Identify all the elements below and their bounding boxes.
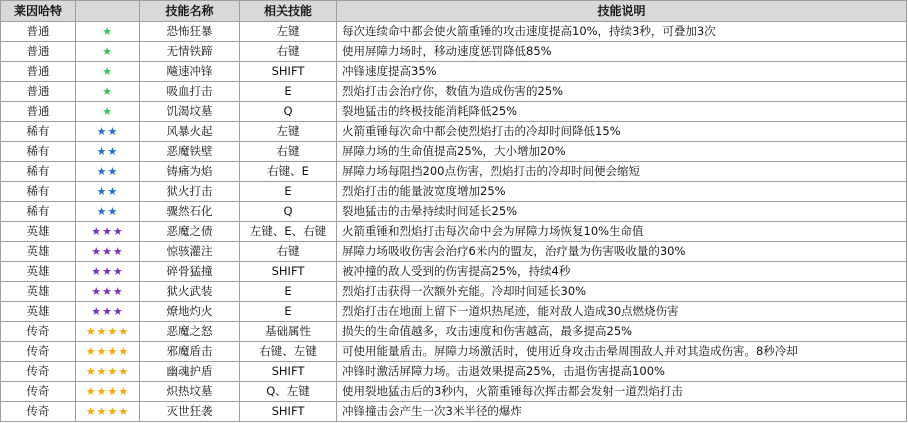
- star-rating: [76, 22, 140, 42]
- rarity-cell: 传奇: [1, 402, 76, 422]
- star-icon: ★: [102, 65, 113, 78]
- skill-description-cell: 火箭重锤每次命中都会使烈焰打击的冷却时间降低15%: [337, 122, 907, 142]
- skill-description-cell: 被冲撞的敌人受到的伤害提高25%，持续4秒: [337, 262, 907, 282]
- skill-name-cell: 恶魔之怒: [140, 322, 240, 342]
- related-skill-cell: SHIFT: [240, 362, 337, 382]
- skill-name-cell: 幽魂护盾: [140, 362, 240, 382]
- star-icon: ★★: [96, 165, 119, 178]
- star-icon: ★★★: [91, 305, 124, 318]
- skill-description-cell: 裂地猛击的终极技能消耗降低25%: [337, 102, 907, 122]
- skill-name-cell: 风暴火起: [140, 122, 240, 142]
- table-row: [1, 42, 907, 62]
- star-icon: ★★: [96, 145, 119, 158]
- rarity-cell: 传奇: [1, 362, 76, 382]
- star-icon: ★★: [96, 185, 119, 198]
- rarity-cell: 普通: [1, 82, 76, 102]
- star-rating: [76, 182, 140, 202]
- skill-description-cell: 冲锋时激活屏障力场。击退效果提高25%，击退伤害提高100%: [337, 362, 907, 382]
- star-icon: ★★★: [91, 285, 124, 298]
- star-icon: ★: [102, 105, 113, 118]
- table-row: [1, 202, 907, 222]
- rarity-cell: 英雄: [1, 262, 76, 282]
- skill-name-cell: 吸血打击: [140, 82, 240, 102]
- table-row: [1, 362, 907, 382]
- skill-name-cell: 狱火打击: [140, 182, 240, 202]
- related-skill-cell: E: [240, 182, 337, 202]
- related-skill-cell: 左键: [240, 22, 337, 42]
- skill-name-cell: 惊骇灌注: [140, 242, 240, 262]
- skill-description-cell: 火箭重锤和烈焰打击每次命中会为屏障力场恢复10%生命值: [337, 222, 907, 242]
- skill-description-cell: 可使用能量盾击。屏障力场激活时，使用近身攻击击晕周围敌人并对其造成伤害。8秒冷却: [337, 342, 907, 362]
- star-rating: [76, 262, 140, 282]
- skill-name-cell: 碎骨猛撞: [140, 262, 240, 282]
- related-skill-cell: 右键: [240, 42, 337, 62]
- star-icon: ★★★★: [85, 405, 130, 418]
- skill-name-cell: 燎地灼火: [140, 302, 240, 322]
- related-skill-cell: SHIFT: [240, 402, 337, 422]
- star-rating: [76, 242, 140, 262]
- rarity-cell: 稀有: [1, 202, 76, 222]
- skill-description-cell: 每次连续命中都会使火箭重锤的攻击速度提高10%，持续3秒，可叠加3次: [337, 22, 907, 42]
- table-row: [1, 102, 907, 122]
- star-rating: [76, 142, 140, 162]
- star-rating: [76, 122, 140, 142]
- skill-description-cell: 屏障力场的生命值提高25%，大小增加20%: [337, 142, 907, 162]
- rarity-cell: 稀有: [1, 142, 76, 162]
- table-row: [1, 322, 907, 342]
- skill-name-cell: 无情铁蹄: [140, 42, 240, 62]
- table-row: [1, 342, 907, 362]
- skill-name-cell: 饥渴坟墓: [140, 102, 240, 122]
- related-skill-cell: Q: [240, 202, 337, 222]
- skill-description-cell: 烈焰打击获得一次额外充能。冷却时间延长30%: [337, 282, 907, 302]
- table-row: [1, 162, 907, 182]
- star-icon: ★★★★: [85, 385, 130, 398]
- rarity-cell: 普通: [1, 42, 76, 62]
- rarity-cell: 传奇: [1, 382, 76, 402]
- rarity-cell: 普通: [1, 62, 76, 82]
- skill-description-cell: 冲锋速度提高35%: [337, 62, 907, 82]
- table-row: [1, 182, 907, 202]
- star-rating: [76, 322, 140, 342]
- star-icon: ★★★: [91, 225, 124, 238]
- star-rating: [76, 42, 140, 62]
- rarity-cell: 传奇: [1, 342, 76, 362]
- table-row: [1, 62, 907, 82]
- related-skill-cell: 右键、左键: [240, 342, 337, 362]
- table-row: [1, 282, 907, 302]
- skill-description-cell: 使用屏障力场时，移动速度惩罚降低85%: [337, 42, 907, 62]
- header-related-skill: 相关技能: [240, 1, 337, 22]
- skill-description-cell: 裂地猛击的击晕持续时间延长25%: [337, 202, 907, 222]
- star-rating: [76, 222, 140, 242]
- header-skill-name: 技能名称: [140, 1, 240, 22]
- table-row: [1, 142, 907, 162]
- related-skill-cell: 左键: [240, 122, 337, 142]
- star-rating: [76, 202, 140, 222]
- rarity-cell: 英雄: [1, 302, 76, 322]
- star-rating: [76, 302, 140, 322]
- skill-name-cell: 骤然石化: [140, 202, 240, 222]
- related-skill-cell: 右键: [240, 242, 337, 262]
- rarity-cell: 英雄: [1, 282, 76, 302]
- star-icon: ★: [102, 85, 113, 98]
- skill-name-cell: 恶魔之债: [140, 222, 240, 242]
- skill-name-cell: 恐怖狂暴: [140, 22, 240, 42]
- star-icon: ★★: [96, 205, 119, 218]
- skill-name-cell: 炽热坟墓: [140, 382, 240, 402]
- table-row: [1, 82, 907, 102]
- star-icon: ★: [102, 25, 113, 38]
- header-stars: [76, 1, 140, 22]
- star-icon: ★★: [96, 125, 119, 138]
- skill-name-cell: 恶魔铁壁: [140, 142, 240, 162]
- table-row: [1, 302, 907, 322]
- rarity-cell: 英雄: [1, 242, 76, 262]
- related-skill-cell: 右键: [240, 142, 337, 162]
- star-icon: ★★★★: [85, 365, 130, 378]
- table-row: [1, 22, 907, 42]
- star-icon: ★: [102, 45, 113, 58]
- skill-description-cell: 烈焰打击在地面上留下一道炽热尾迹，能对敌人造成30点燃烧伤害: [337, 302, 907, 322]
- related-skill-cell: 基础属性: [240, 322, 337, 342]
- star-rating: [76, 102, 140, 122]
- star-icon: ★★★★: [85, 325, 130, 338]
- star-rating: [76, 402, 140, 422]
- star-icon: ★★★: [91, 245, 124, 258]
- star-rating: [76, 382, 140, 402]
- skill-description-cell: 屏障力场每阻挡200点伤害，烈焰打击的冷却时间便会缩短: [337, 162, 907, 182]
- header-row: [1, 1, 907, 22]
- table-row: [1, 222, 907, 242]
- related-skill-cell: SHIFT: [240, 262, 337, 282]
- related-skill-cell: E: [240, 302, 337, 322]
- skill-description-cell: 冲锋撞击会产生一次3米半径的爆炸: [337, 402, 907, 422]
- rarity-cell: 稀有: [1, 122, 76, 142]
- header-hero: 莱因哈特: [1, 1, 76, 22]
- related-skill-cell: Q、左键: [240, 382, 337, 402]
- rarity-cell: 普通: [1, 102, 76, 122]
- rarity-cell: 普通: [1, 22, 76, 42]
- star-icon: ★★★★: [85, 345, 130, 358]
- table-row: [1, 402, 907, 422]
- related-skill-cell: 右键、E: [240, 162, 337, 182]
- skill-description-cell: 烈焰打击的能量波宽度增加25%: [337, 182, 907, 202]
- related-skill-cell: 左键、E、右键: [240, 222, 337, 242]
- skill-description-cell: 使用裂地猛击后的3秒内，火箭重锤每次挥击都会发射一道烈焰打击: [337, 382, 907, 402]
- skill-name-cell: 灭世狂袭: [140, 402, 240, 422]
- star-rating: [76, 162, 140, 182]
- table-row: [1, 122, 907, 142]
- table-row: [1, 242, 907, 262]
- star-rating: [76, 62, 140, 82]
- skill-description-cell: 烈焰打击会治疗你，数值为造成伤害的25%: [337, 82, 907, 102]
- star-rating: [76, 342, 140, 362]
- rarity-cell: 稀有: [1, 182, 76, 202]
- related-skill-cell: SHIFT: [240, 62, 337, 82]
- skill-description-cell: 屏障力场吸收伤害会治疗6米内的盟友，治疗量为伤害吸收量的30%: [337, 242, 907, 262]
- related-skill-cell: E: [240, 282, 337, 302]
- star-rating: [76, 282, 140, 302]
- rarity-cell: 英雄: [1, 222, 76, 242]
- skill-name-cell: 邪魔盾击: [140, 342, 240, 362]
- rarity-cell: 传奇: [1, 322, 76, 342]
- table-row: [1, 382, 907, 402]
- skill-description-cell: 损失的生命值越多，攻击速度和伤害越高，最多提高25%: [337, 322, 907, 342]
- star-rating: [76, 362, 140, 382]
- star-icon: ★★★: [91, 265, 124, 278]
- related-skill-cell: E: [240, 82, 337, 102]
- header-skill-description: 技能说明: [337, 1, 907, 22]
- skill-name-cell: 铸痛为焰: [140, 162, 240, 182]
- star-rating: [76, 82, 140, 102]
- rarity-cell: 稀有: [1, 162, 76, 182]
- skill-name-cell: 狱火武装: [140, 282, 240, 302]
- skill-name-cell: 飚速冲锋: [140, 62, 240, 82]
- table-row: [1, 262, 907, 282]
- related-skill-cell: Q: [240, 102, 337, 122]
